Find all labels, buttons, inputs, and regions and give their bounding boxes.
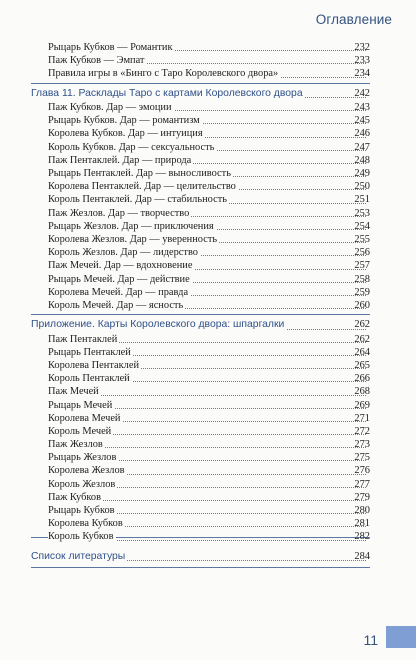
toc-label	[48, 127, 366, 140]
toc-page-number: 271	[354, 412, 370, 424]
toc-page-number: 258	[354, 273, 370, 285]
toc-label-text: Королева Мечей	[48, 412, 121, 424]
toc-label-text: Королева Пентаклей	[48, 359, 139, 371]
toc-entry-row[interactable]	[0, 491, 416, 504]
toc-entry-row[interactable]	[0, 530, 416, 543]
toc-entry-row[interactable]	[0, 193, 416, 206]
toc-entry-row[interactable]	[0, 67, 416, 80]
toc-entry-row[interactable]	[0, 385, 416, 398]
toc-label	[48, 451, 366, 464]
toc-label	[48, 299, 366, 312]
toc-page-number: 256	[354, 247, 370, 259]
toc-label-text: Рыцарь Пентаклей	[48, 346, 131, 358]
toc-label-text: Рыцарь Пентаклей. Дар — выносливость	[48, 168, 231, 179]
toc-entry-row[interactable]	[0, 101, 416, 114]
toc-entry-row[interactable]	[0, 412, 416, 425]
toc-page-number: 260	[354, 299, 370, 311]
toc-section-row[interactable]	[0, 86, 416, 102]
toc-page-number: 242	[354, 87, 370, 99]
toc-page-number: 253	[354, 207, 370, 219]
toc-label-text: Рыцарь Мечей. Дар — действие	[48, 273, 190, 285]
toc-page-number: 266	[354, 373, 370, 385]
toc-label	[48, 259, 366, 272]
toc-label-text: Правила игры в «Бинго с Таро Королевского двора»	[48, 68, 279, 80]
toc-label-text: Паж Мечей. Дар — вдохновение	[48, 260, 193, 272]
toc-page-number: 264	[354, 346, 370, 358]
toc-label-text: Рыцарь Жезлов. Дар — приключения	[48, 220, 214, 232]
toc-label	[31, 549, 366, 565]
toc-label-text: Паж Кубков. Дар — эмоции	[48, 102, 172, 114]
toc-entry-row[interactable]	[0, 333, 416, 346]
toc-entry-row[interactable]	[0, 41, 416, 54]
toc-label	[48, 54, 366, 67]
toc-label	[48, 233, 366, 246]
toc-page-number: 251	[354, 194, 370, 206]
toc-label	[48, 273, 366, 286]
toc-page-number: 249	[354, 168, 370, 179]
toc-page-number: 233	[354, 55, 370, 67]
toc-page-number: 262	[354, 319, 370, 331]
toc-entry-row[interactable]	[0, 141, 416, 154]
toc-page-number: 247	[354, 141, 370, 153]
toc-entry-row[interactable]	[0, 154, 416, 167]
toc-label	[48, 220, 366, 233]
toc-label-text: Рыцарь Мечей	[48, 399, 113, 411]
toc-page-number: 276	[354, 465, 370, 477]
toc-page-number: 245	[354, 115, 370, 127]
toc-page-number: 265	[354, 359, 370, 371]
toc-entry-row[interactable]	[0, 438, 416, 451]
toc-label	[48, 246, 366, 259]
toc-label	[48, 478, 366, 491]
toc-label-text: Паж Жезлов. Дар — творчество	[48, 207, 190, 219]
toc-page-number: 282	[354, 531, 370, 543]
toc-label-text: Приложение. Карты Королевского двора: шпаргалки	[31, 319, 285, 331]
toc-label-text: Король Жезлов	[48, 478, 116, 490]
toc-entry-row[interactable]	[0, 517, 416, 530]
page-number: 11	[363, 632, 378, 648]
toc-label	[48, 399, 366, 412]
toc-label	[48, 464, 366, 477]
toc-label	[48, 101, 366, 114]
toc-page-number: 250	[354, 181, 370, 193]
toc-label-text: Король Пентаклей	[48, 373, 130, 385]
toc-section-row[interactable]	[0, 317, 416, 333]
toc-label	[48, 359, 366, 372]
toc-page-number: 254	[354, 220, 370, 232]
toc-page-number: 248	[354, 154, 370, 166]
toc-entry-row[interactable]	[0, 259, 416, 272]
running-header: Оглавление	[315, 12, 392, 27]
toc-label	[48, 372, 366, 385]
toc-label	[48, 491, 366, 504]
toc-label	[48, 346, 366, 359]
toc-entry-row[interactable]	[0, 54, 416, 67]
toc-label	[31, 317, 366, 333]
toc-label	[48, 167, 366, 180]
table-of-contents	[0, 41, 416, 564]
toc-entry-row[interactable]	[0, 273, 416, 286]
toc-entry-row[interactable]	[0, 127, 416, 140]
toc-page-number: 259	[354, 286, 370, 298]
toc-page-number: 262	[354, 333, 370, 345]
toc-label-text: Паж Кубков	[48, 491, 102, 503]
toc-label-text: Рыцарь Жезлов	[48, 452, 117, 464]
toc-page-number: 255	[354, 233, 370, 245]
toc-page-number: 234	[354, 68, 370, 80]
toc-label-text: Паж Пентаклей. Дар — природа	[48, 154, 192, 166]
toc-page-number: 275	[354, 452, 370, 464]
toc-label	[48, 425, 366, 438]
toc-entry-row[interactable]	[0, 372, 416, 385]
toc-label-text: Королева Мечей. Дар — правда	[48, 286, 189, 298]
toc-entry-row[interactable]	[0, 246, 416, 259]
toc-label	[48, 141, 366, 154]
toc-entry-row[interactable]	[0, 220, 416, 233]
toc-label-text: Паж Мечей	[48, 386, 99, 398]
toc-label	[48, 114, 366, 127]
toc-label	[48, 385, 366, 398]
toc-page-number: 268	[354, 386, 370, 398]
toc-label-text: Королева Жезлов. Дар — уверенность	[48, 233, 218, 245]
toc-entry-row[interactable]	[0, 359, 416, 372]
toc-page-number: 269	[354, 399, 370, 411]
toc-label-text: Король Кубков. Дар — сексуальность	[48, 141, 215, 153]
toc-label-text: Король Мечей. Дар — ясность	[48, 299, 184, 311]
toc-label-text: Паж Жезлов	[48, 439, 103, 451]
toc-label-text: Король Кубков	[48, 531, 114, 543]
toc-page-number: 284	[354, 550, 370, 562]
toc-page-number: 232	[354, 42, 370, 53]
toc-page-number: 281	[354, 518, 370, 530]
toc-label	[48, 333, 366, 346]
toc-label-text: Король Пентаклей. Дар — стабильность	[48, 194, 227, 206]
toc-label	[48, 207, 366, 220]
toc-page-number: 273	[354, 439, 370, 451]
toc-entry-row[interactable]	[0, 114, 416, 127]
toc-label	[48, 412, 366, 425]
toc-label	[48, 193, 366, 206]
toc-label	[31, 86, 366, 102]
toc-entry-row[interactable]	[0, 464, 416, 477]
toc-page-number: 279	[354, 491, 370, 503]
toc-label-text: Рыцарь Кубков — Романтик	[48, 42, 173, 53]
toc-label	[48, 67, 366, 80]
toc-label-text: Рыцарь Кубков	[48, 505, 115, 516]
toc-label-text: Список литературы	[31, 550, 126, 562]
toc-label-text: Королева Кубков	[48, 518, 123, 530]
toc-label	[48, 41, 366, 54]
toc-entry-row[interactable]	[0, 180, 416, 193]
toc-label	[48, 154, 366, 167]
toc-page-number: 280	[354, 505, 370, 516]
toc-label-text: Король Жезлов. Дар — лидерство	[48, 247, 198, 259]
toc-entry-row[interactable]	[0, 504, 416, 517]
toc-entry-row[interactable]	[0, 233, 416, 246]
section-divider	[31, 567, 370, 568]
toc-label	[48, 180, 366, 193]
toc-entry-row[interactable]	[0, 399, 416, 412]
toc-label-text: Королева Пентаклей. Дар — целительство	[48, 181, 236, 193]
toc-entry-row[interactable]	[0, 478, 416, 491]
toc-entry-row[interactable]	[0, 286, 416, 299]
toc-page-number: 277	[354, 478, 370, 490]
toc-label-text: Паж Пентаклей	[48, 333, 118, 345]
toc-entry-row[interactable]	[0, 207, 416, 220]
toc-label	[48, 438, 366, 451]
toc-entry-row[interactable]	[0, 346, 416, 359]
toc-page-number: 272	[354, 425, 370, 437]
toc-page-number: 257	[354, 260, 370, 272]
thumb-tab	[386, 626, 416, 648]
toc-label-text: Глава 11. Расклады Таро с картами Королевского двора	[31, 87, 303, 99]
toc-label	[48, 530, 366, 543]
toc-label	[48, 517, 366, 530]
toc-page-number: 243	[354, 102, 370, 114]
toc-entry-row[interactable]	[0, 167, 416, 180]
toc-label	[48, 286, 366, 299]
toc-entry-row[interactable]	[0, 299, 416, 312]
toc-label-text: Королева Кубков. Дар — интуиция	[48, 128, 203, 140]
toc-entry-row[interactable]	[0, 425, 416, 438]
toc-label-text: Рыцарь Кубков. Дар — романтизм	[48, 115, 200, 127]
toc-section-row[interactable]	[0, 549, 416, 565]
toc-label-text: Королева Жезлов	[48, 465, 125, 477]
toc-entry-row[interactable]	[0, 451, 416, 464]
toc-label-text: Паж Кубков — Эмпат	[48, 55, 145, 67]
toc-label-text: Король Мечей	[48, 425, 112, 437]
toc-label	[48, 504, 366, 517]
toc-page-number: 246	[354, 128, 370, 140]
